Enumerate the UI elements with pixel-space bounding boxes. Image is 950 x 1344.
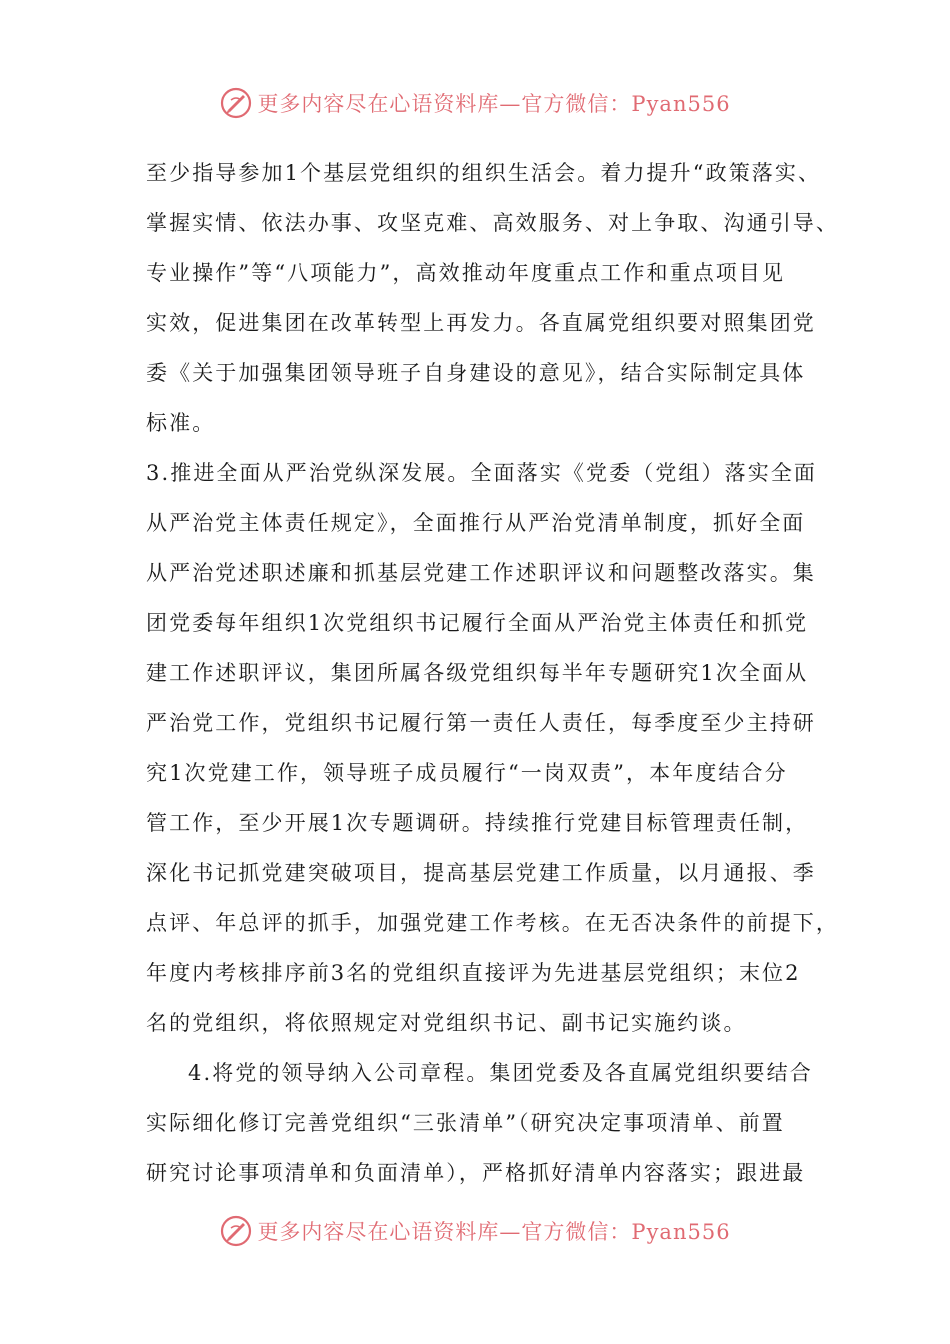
body-line: 严治党工作，党组织书记履行第一责任人责任，每季度至少主持研 [146, 711, 816, 735]
section-3-heading-line: 3.推进全面从严治党纵深发展。全面落实《党委（党组）落实全面 [146, 461, 818, 485]
header-watermark [0, 78, 950, 128]
footer-watermark [0, 1206, 950, 1256]
body-line: 管工作，至少开展1次专题调研。持续推行党建目标管理责任制， [146, 811, 809, 835]
body-line: 年度内考核排序前3名的党组织直接评为先进基层党组织；末位2 [146, 961, 801, 985]
body-line: 从严治党主体责任规定》，全面推行从严治党清单制度，抓好全面 [146, 511, 806, 535]
body-line: 从严治党述职述廉和抓基层党建工作述职评议和问题整改落实。集 [146, 561, 816, 585]
body-line: 建工作述职评议，集团所属各级党组织每半年专题研究1次全面从 [146, 661, 809, 685]
body-line: 名的党组织，将依照规定对党组织书记、副书记实施约谈。 [146, 1011, 747, 1035]
body-line: 究1次党建工作，领导班子成员履行“一岗双责”，本年度结合分 [146, 761, 788, 785]
body-line: 实际细化修订完善党组织“三张清单”（研究决定事项清单、前置 [146, 1111, 785, 1135]
body-line: 专业操作”等“八项能力”，高效推动年度重点工作和重点项目见 [146, 261, 786, 285]
watermark-text: 更多内容尽在心语资料库—官方微信：Pyan556 [257, 1220, 731, 1244]
body-line: 委《关于加强集团领导班子自身建设的意见》，结合实际制定具体 [146, 361, 806, 385]
body-line: 至少指导参加1个基层党组织的组织生活会。着力提升“政策落实、 [146, 161, 822, 185]
pen-seal-icon [219, 1214, 253, 1248]
body-line: 深化书记抓党建突破项目，提高基层党建工作质量，以月通报、季 [146, 861, 816, 885]
body-line: 实效，促进集团在改革转型上再发力。各直属党组织要对照集团党 [146, 311, 816, 335]
watermark-text: 更多内容尽在心语资料库—官方微信：Pyan556 [257, 92, 731, 116]
section-4-heading-line: 4.将党的领导纳入公司章程。集团党委及各直属党组织要结合 [188, 1061, 813, 1085]
body-line: 标准。 [146, 411, 216, 435]
pen-seal-icon [219, 86, 253, 120]
document-body [146, 148, 839, 1198]
body-line: 掌握实情、依法办事、攻坚克难、高效服务、对上争取、沟通引导、 [146, 211, 839, 235]
body-line: 团党委每年组织1次党组织书记履行全面从严治党主体责任和抓党 [146, 611, 809, 635]
body-line: 点评、年总评的抓手，加强党建工作考核。在无否决条件的前提下， [146, 911, 839, 935]
body-line: 研究讨论事项清单和负面清单），严格抓好清单内容落实；跟进最 [146, 1161, 806, 1185]
